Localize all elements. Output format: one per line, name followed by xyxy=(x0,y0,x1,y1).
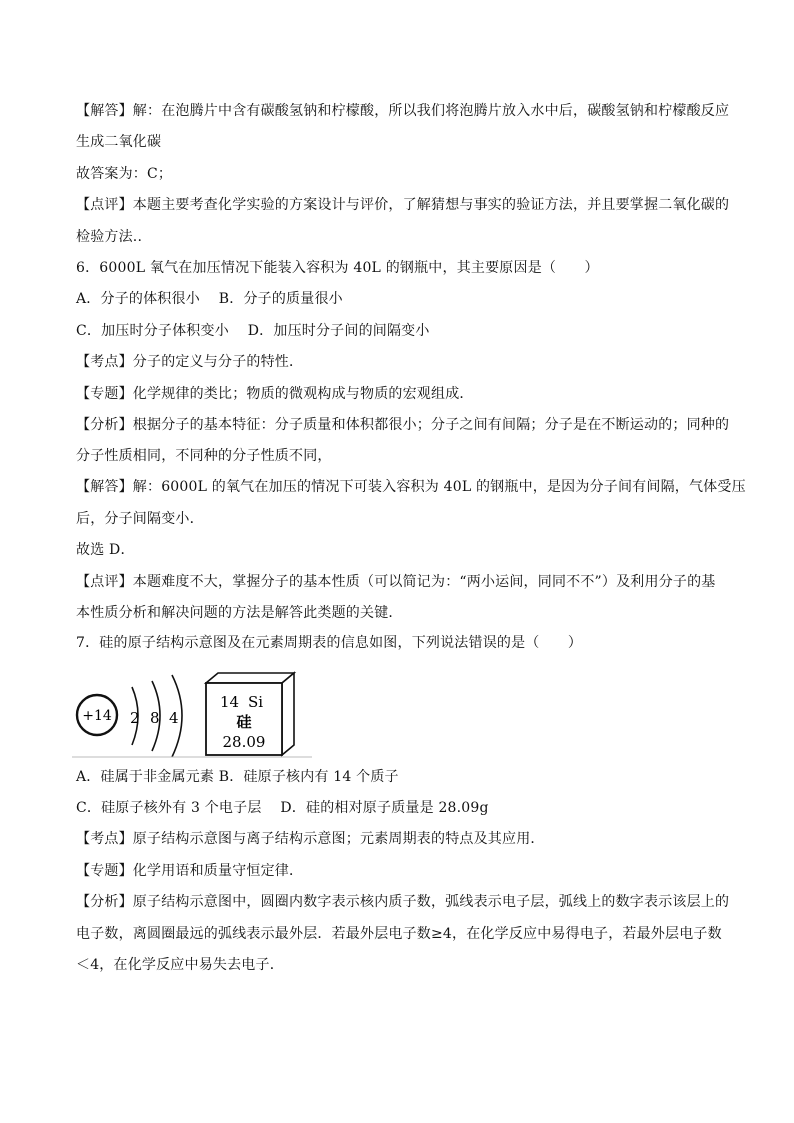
text-line: 本性质分析和解决问题的方法是解答此类题的关键． xyxy=(76,605,403,621)
box-side xyxy=(282,673,294,755)
element-symbol: Si xyxy=(248,693,264,711)
text-line: 故答案为：C； xyxy=(76,166,173,182)
text-line: 【专题】化学规律的类比；物质的微观构成与物质的宏观组成． xyxy=(76,386,474,402)
shell-count-2: 8 xyxy=(150,709,160,727)
shell-count-3: 4 xyxy=(169,709,179,727)
silicon-figure xyxy=(72,665,332,758)
text-line: ＜4，在化学反应中易失去电子． xyxy=(76,957,284,973)
text-line: 【点评】本题主要考查化学实验的方案设计与评价，了解猜想与事实的验证方法，并且要掌握二氧化碳的 xyxy=(76,197,730,213)
text-line: 【考点】原子结构示意图与离子结构示意图；元素周期表的特点及其应用． xyxy=(76,831,545,847)
text-line: 生成二氧化碳 xyxy=(76,134,162,150)
text-line: 【分析】原子结构示意图中，圆圈内数字表示核内质子数，弧线表示电子层，弧线上的数字表示该层上的 xyxy=(76,894,730,910)
text-line: 【分析】根据分子的基本特征：分子质量和体积都很小；分子之间有间隔；分子是在不断运动的；同种的 xyxy=(76,417,730,433)
text-line: 检验方法.. xyxy=(76,229,143,245)
text-line: 后，分子间隔变小． xyxy=(76,511,204,527)
text-line: 【专题】化学用语和质量守恒定律． xyxy=(76,863,304,879)
text-line: 【解答】解：6000L 的氧气在加压的情况下可装入容积为 40L 的钢瓶中，是因为分子间有间隔，气体受压 xyxy=(76,479,746,495)
text-line: 【解答】解：在泡腾片中含有碳酸氢钠和柠檬酸，所以我们将泡腾片放入水中后，碳酸氢钠和柠檬酸反应 xyxy=(76,103,730,119)
question-7: 7．硅的原子结构示意图及在元素周期表的信息如图，下列说法错误的是（ ） xyxy=(76,635,583,651)
question-6: 6．6000L 氧气在加压情况下能装入容积为 40L 的钢瓶中，其主要原因是（ ） xyxy=(76,260,599,276)
option-line: A．硅属于非金属元素 B．硅原子核内有 14 个质子 xyxy=(76,769,399,785)
text-line: 【点评】本题难度不大，掌握分子的基本性质（可以简记为：“两小运间，同同不不”）及利用分子的基 xyxy=(76,574,716,590)
option-line: C．硅原子核外有 3 个电子层 D．硅的相对原子质量是 28.09g xyxy=(76,800,489,816)
atomic-mass: 28.09 xyxy=(222,733,266,751)
nucleus-label: +14 xyxy=(82,708,112,724)
shell-count-1: 2 xyxy=(130,709,140,727)
text-line: 电子数，离圆圈最远的弧线表示最外层．若最外层电子数≥4，在化学反应中易得电子，若最外层电子数 xyxy=(76,926,722,942)
text-line: 分子性质相同，不同种的分子性质不同， xyxy=(76,448,332,464)
text-line: 故选 D． xyxy=(76,542,135,558)
option-line: C．加压时分子体积变小 D．加压时分子间的间隔变小 xyxy=(76,323,430,339)
option-line: A．分子的体积很小 B．分子的质量很小 xyxy=(76,291,343,307)
text-line: 【考点】分子的定义与分子的特性． xyxy=(76,354,304,370)
box-top xyxy=(206,673,294,683)
element-name: 硅 xyxy=(236,713,252,731)
element-number: 14 xyxy=(220,693,240,711)
